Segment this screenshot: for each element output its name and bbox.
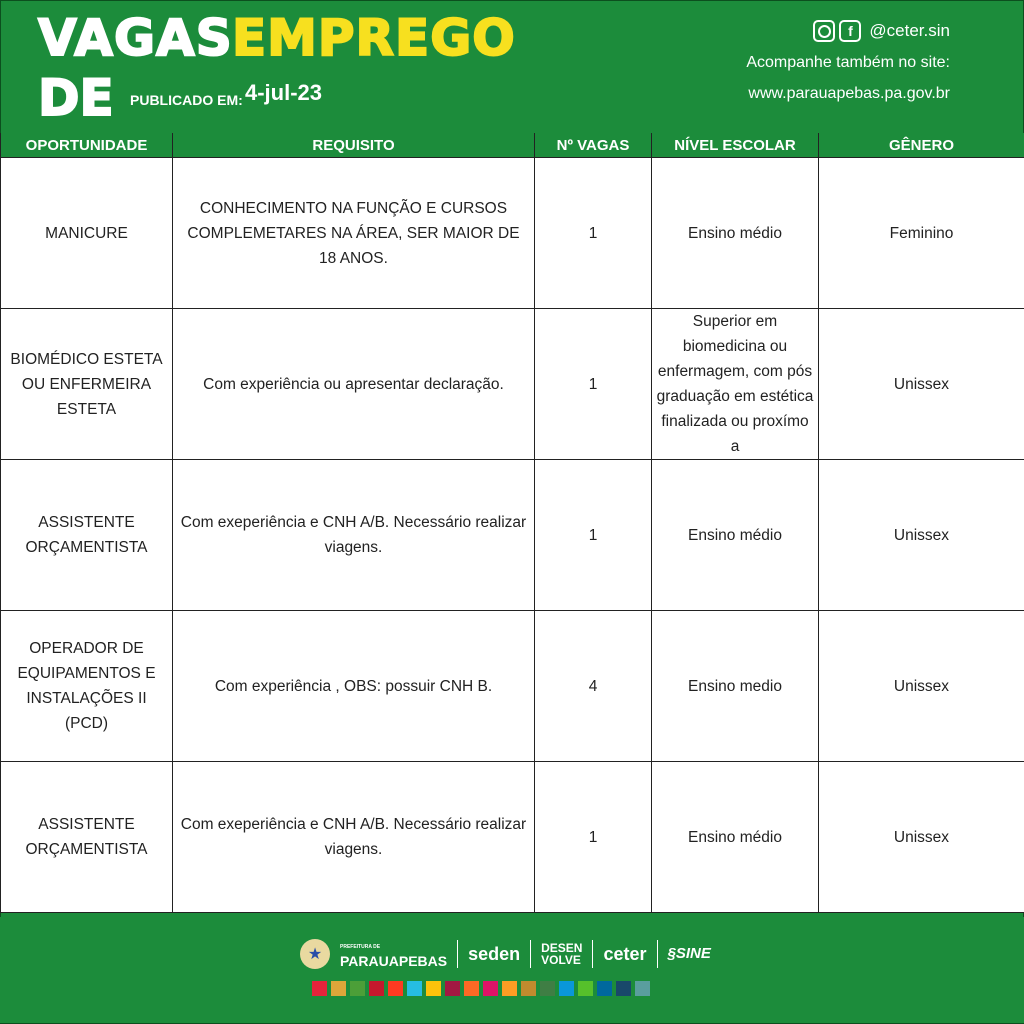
- ods-goal-icon: [350, 981, 365, 996]
- cell-vagas: 1: [535, 460, 652, 611]
- ods-goal-icon: [635, 981, 650, 996]
- cell-requisito: Com exeperiência e CNH A/B. Necessário realizar viagens.: [173, 460, 535, 611]
- logo-desenvolve-2: VOLVE: [541, 953, 581, 967]
- title-emprego: EMPREGO: [232, 9, 516, 67]
- cell-genero: Unissex: [819, 309, 1024, 460]
- ods-goal-icon: [559, 981, 574, 996]
- logo-seden: seden: [468, 944, 521, 964]
- cell-oportunidade: ASSISTENTE ORÇAMENTISTA: [1, 762, 173, 913]
- logo-divider: [592, 940, 593, 968]
- table-row: [1, 460, 1024, 611]
- facebook-icon[interactable]: f: [839, 20, 861, 42]
- table-row: [1, 611, 1024, 762]
- social-links: [813, 20, 950, 42]
- cell-genero: Feminino: [819, 158, 1024, 309]
- social-handle[interactable]: @ceter.sin: [869, 21, 950, 40]
- site-prompt: Acompanhe também no site:: [746, 54, 950, 71]
- cell-vagas: 1: [535, 158, 652, 309]
- ods-goal-icon: [369, 981, 384, 996]
- col-genero: GÊNERO: [819, 133, 1024, 158]
- title-de: DE: [38, 69, 114, 127]
- site-url[interactable]: www.parauapebas.pa.gov.br: [748, 85, 950, 102]
- sine-s-icon: §: [667, 945, 676, 962]
- col-vagas: Nº VAGAS: [535, 133, 652, 158]
- ods-goal-icon: [407, 981, 422, 996]
- logo-divider: [457, 940, 458, 968]
- cell-requisito: Com experiência ou apresentar declaração.: [173, 309, 535, 460]
- cell-vagas: 1: [535, 762, 652, 913]
- ods-goal-icon: [445, 981, 460, 996]
- cell-genero: Unissex: [819, 460, 1024, 611]
- ods-goal-icon: [312, 981, 327, 996]
- ods-goal-icon: [540, 981, 555, 996]
- logo-prefeitura-small: PREFEITURA DE: [340, 944, 381, 950]
- logo-prefeitura-name: PARAUAPEBAS: [340, 953, 448, 969]
- logo-divider: [657, 940, 658, 968]
- logo-divider: [530, 940, 531, 968]
- table-row: [1, 309, 1024, 460]
- cell-genero: Unissex: [819, 611, 1024, 762]
- logo-sine-text: SINE: [675, 945, 711, 962]
- published-label: PUBLICADO EM:: [130, 92, 243, 108]
- logo-sine: [668, 947, 711, 961]
- cell-nivel: Ensino médio: [652, 158, 819, 309]
- instagram-icon[interactable]: [813, 20, 835, 42]
- jobs-table: [0, 133, 1024, 913]
- cell-vagas: 1: [535, 309, 652, 460]
- col-nivel-escolar: NÍVEL ESCOLAR: [652, 133, 819, 158]
- ods-goal-icon: [597, 981, 612, 996]
- cell-requisito: Com exeperiência e CNH A/B. Necessário realizar viagens.: [173, 762, 535, 913]
- cell-nivel: Superior em biomedicina ou enfermagem, com pós graduação em estética finalizada ou proxímo a: [652, 309, 819, 460]
- logo-desenvolve: [541, 942, 582, 966]
- ods-goal-icon: [578, 981, 593, 996]
- table-row: [1, 158, 1024, 309]
- title-vagas: VAGAS: [38, 9, 233, 67]
- cell-requisito: Com experiência , OBS: possuir CNH B.: [173, 611, 535, 762]
- table-row: [1, 762, 1024, 913]
- ods-goal-icon: [426, 981, 441, 996]
- cell-genero: Unissex: [819, 762, 1024, 913]
- ods-goal-icon: [502, 981, 517, 996]
- cell-nivel: Ensino medio: [652, 611, 819, 762]
- cell-oportunidade: MANICURE: [1, 158, 173, 309]
- cell-oportunidade: OPERADOR DE EQUIPAMENTOS E INSTALAÇÕES II (PCD): [1, 611, 173, 762]
- cell-vagas: 4: [535, 611, 652, 762]
- ods-goal-icon: [331, 981, 346, 996]
- ods-goal-icon: [388, 981, 403, 996]
- logo-ceter: ceter: [603, 944, 647, 964]
- footer: [0, 917, 1024, 1023]
- cell-nivel: Ensino médio: [652, 762, 819, 913]
- cell-requisito: CONHECIMENTO NA FUNÇÃO E CURSOS COMPLEMETARES NA ÁREA, SER MAIOR DE 18 ANOS.: [173, 158, 535, 309]
- ods-icons-row: [312, 981, 650, 996]
- ods-goal-icon: [464, 981, 479, 996]
- table-header-row: [1, 133, 1024, 158]
- parauapebas-star-icon: ★: [300, 939, 330, 969]
- published-date: 4-jul-23: [245, 80, 323, 105]
- cell-oportunidade: ASSISTENTE ORÇAMENTISTA: [1, 460, 173, 611]
- ods-goal-icon: [616, 981, 631, 996]
- col-requisito: REQUISITO: [173, 133, 535, 158]
- ods-goal-icon: [483, 981, 498, 996]
- cell-oportunidade: BIOMÉDICO ESTETA OU ENFERMEIRA ESTETA: [1, 309, 173, 460]
- logo-prefeitura: [340, 940, 447, 968]
- logo-desenvolve-1: DESEN: [541, 941, 583, 955]
- ods-goal-icon: [521, 981, 536, 996]
- col-oportunidade: OPORTUNIDADE: [1, 133, 173, 158]
- partner-logos: [300, 939, 711, 969]
- cell-nivel: Ensino médio: [652, 460, 819, 611]
